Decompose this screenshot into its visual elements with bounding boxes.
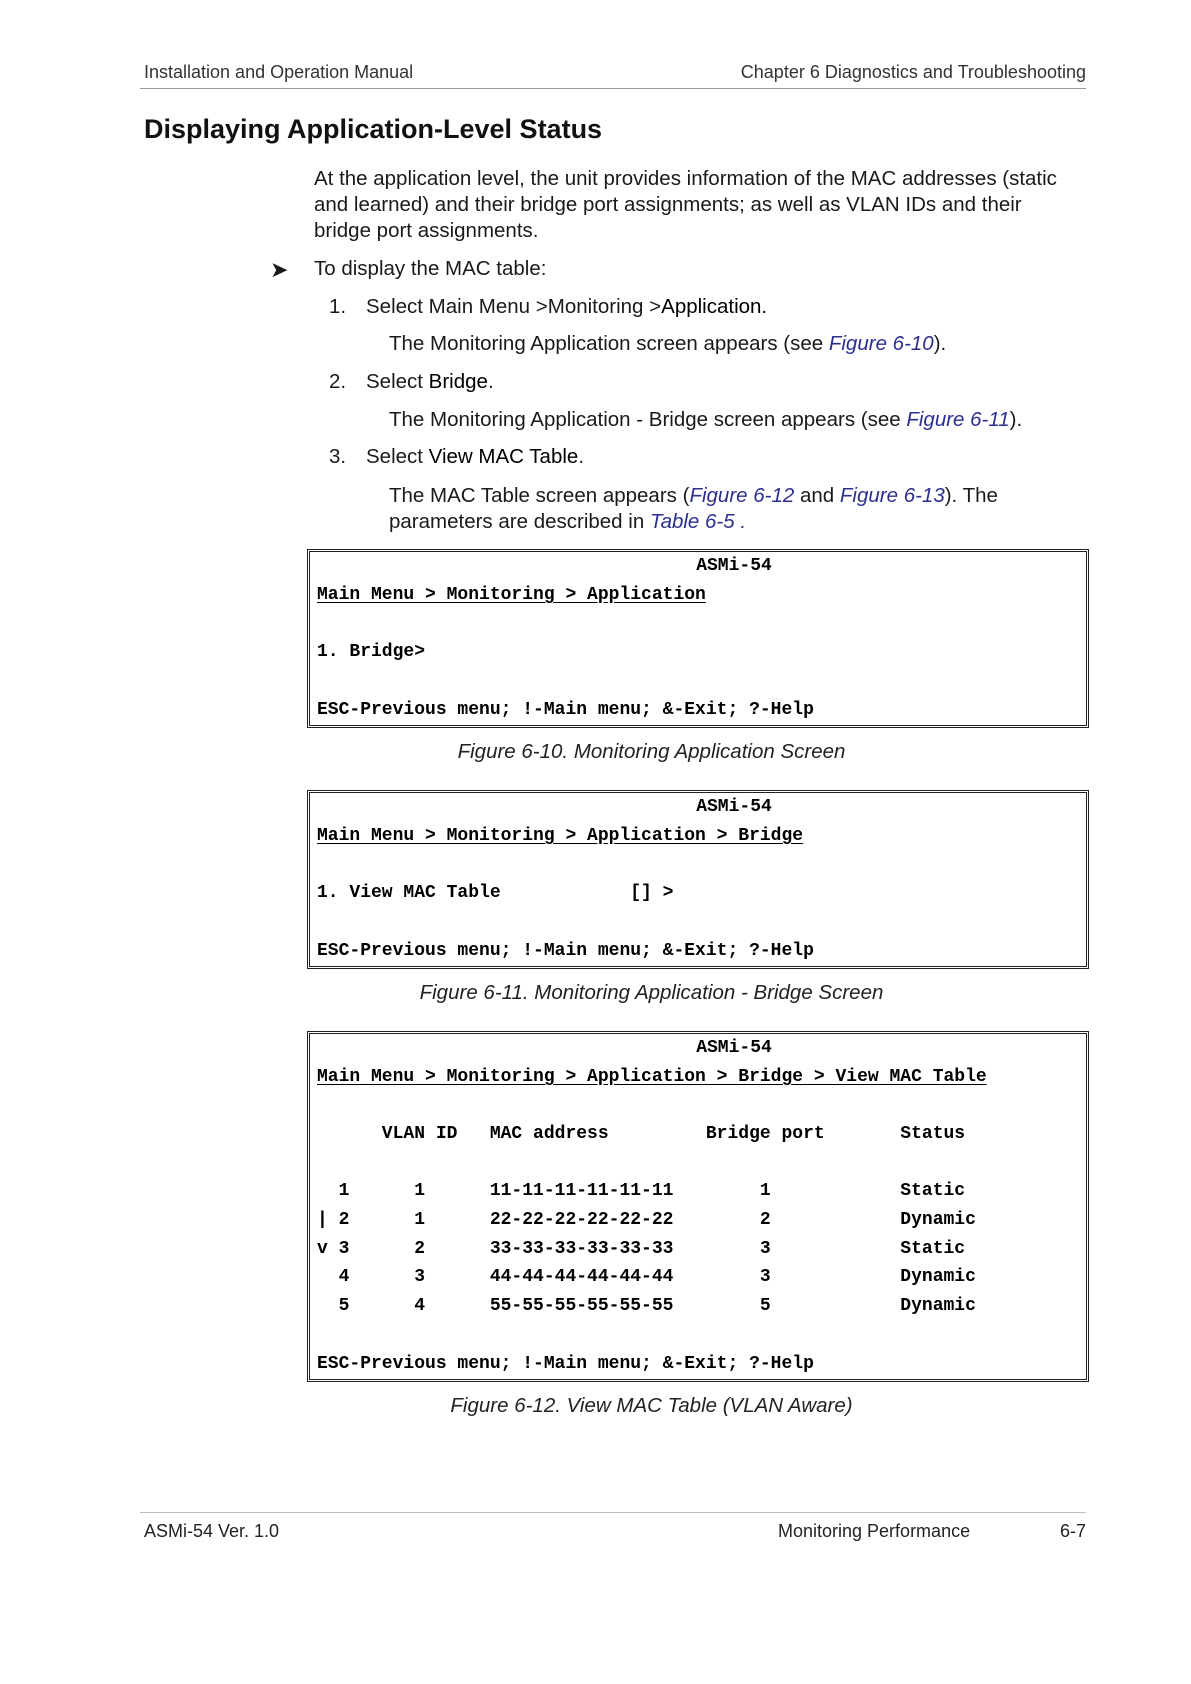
figure-link[interactable]: Figure 6-13 bbox=[839, 484, 945, 507]
step-3-note-line2 bbox=[389, 509, 746, 535]
terminal-screen-monitoring-application bbox=[307, 549, 1089, 728]
step-prefix: Select bbox=[366, 370, 429, 393]
note-text: ). The bbox=[944, 484, 998, 507]
table-link[interactable]: Table 6-5 bbox=[649, 510, 735, 533]
note-text: The Monitoring Application - Bridge screen appears (see bbox=[389, 408, 907, 431]
screen-breadcrumb: Main Menu > Monitoring > Application bbox=[317, 585, 706, 605]
step-suffix: . bbox=[578, 445, 585, 468]
screen-help-line: ESC-Previous menu; !-Main menu; &-Exit; ?-Help bbox=[317, 941, 814, 961]
section-title: Displaying Application-Level Status bbox=[144, 114, 603, 144]
table-row: 4 3 44-44-44-44-44-44 3 Dynamic bbox=[317, 1267, 976, 1287]
footer-version: ASMi-54 Ver. 1.0 bbox=[144, 1521, 280, 1541]
screen-help-line: ESC-Previous menu; !-Main menu; &-Exit; ?-Help bbox=[317, 1354, 814, 1374]
terminal-screen-mac-table bbox=[307, 1031, 1089, 1382]
step-suffix: . bbox=[487, 370, 494, 393]
figure-caption: Figure 6-12. View MAC Table (VLAN Aware) bbox=[450, 1394, 853, 1417]
step-number: 2. bbox=[329, 370, 347, 393]
screen-help-line: ESC-Previous menu; !-Main menu; &-Exit; ?-Help bbox=[317, 700, 814, 720]
step-menu-item: View MAC Table bbox=[428, 445, 579, 468]
figure-link[interactable]: Figure 6-12 bbox=[689, 484, 795, 507]
table-row: 1 1 11-11-11-11-11-11 1 Static bbox=[317, 1181, 966, 1201]
note-text: ). bbox=[1009, 408, 1023, 431]
note-text: The Monitoring Application screen appears (see bbox=[389, 332, 829, 355]
screen-breadcrumb: Main Menu > Monitoring > Application > Bridge bbox=[317, 826, 804, 846]
procedure-title: To display the MAC table: bbox=[314, 257, 547, 280]
table-row: v 3 2 33-33-33-33-33-33 3 Static bbox=[317, 1239, 966, 1259]
step-prefix: Select Main Menu >Monitoring > bbox=[366, 295, 662, 318]
note-text: and bbox=[794, 484, 840, 507]
step-menu-item: Bridge bbox=[428, 370, 488, 393]
figure-link[interactable]: Figure 6-11 bbox=[906, 408, 1010, 431]
menu-item-view-mac-table[interactable]: 1. View MAC Table [] > bbox=[317, 883, 674, 903]
intro-paragraph: At the application level, the unit provides information of the MAC addresses (static and learned) and their bridge port assignments; as well as VLAN IDs and their bridge port assignments. bbox=[314, 167, 1057, 242]
header-manual-title: Installation and Operation Manual bbox=[144, 62, 414, 82]
figure-link[interactable]: Figure 6-10 bbox=[828, 332, 934, 355]
screen-title: ASMi-54 bbox=[696, 556, 772, 576]
terminal-screen-bridge bbox=[307, 790, 1089, 969]
figure-caption: Figure 6-10. Monitoring Application Screen bbox=[457, 740, 846, 763]
header-chapter-title: Chapter 6 Diagnostics and Troubleshooting bbox=[740, 62, 1086, 82]
table-row: | 2 1 22-22-22-22-22-22 2 Dynamic bbox=[317, 1210, 976, 1230]
step-menu-item: Application. bbox=[661, 295, 768, 318]
step-text bbox=[366, 294, 767, 320]
menu-item-bridge[interactable]: 1. Bridge> bbox=[317, 642, 426, 662]
footer-page-number: 6-7 bbox=[1059, 1521, 1086, 1541]
screen-title: ASMi-54 bbox=[696, 1038, 772, 1058]
note-text: ). bbox=[933, 332, 947, 355]
step-text bbox=[366, 444, 584, 470]
note-text: parameters are described in bbox=[389, 510, 650, 533]
note-text: . bbox=[734, 510, 747, 533]
table-row: 5 4 55-55-55-55-55-55 5 Dynamic bbox=[317, 1296, 976, 1316]
figure-caption: Figure 6-11. Monitoring Application - Bridge Screen bbox=[419, 981, 884, 1004]
header-divider bbox=[140, 88, 1086, 89]
step-prefix: Select bbox=[366, 445, 429, 468]
footer-divider bbox=[140, 1512, 1086, 1513]
footer-section: Monitoring Performance bbox=[778, 1521, 971, 1541]
step-number: 1. bbox=[329, 295, 347, 318]
step-3-note bbox=[389, 483, 998, 509]
step-number: 3. bbox=[329, 445, 347, 468]
step-2-note bbox=[389, 407, 1022, 433]
note-text: The MAC Table screen appears ( bbox=[389, 484, 690, 507]
screen-title: ASMi-54 bbox=[696, 797, 772, 817]
procedure-arrow-icon: ➤ bbox=[270, 257, 289, 282]
table-header-row: VLAN ID MAC address Bridge port Status bbox=[317, 1124, 966, 1144]
step-1-note bbox=[389, 331, 946, 357]
step-text bbox=[366, 369, 494, 395]
screen-breadcrumb: Main Menu > Monitoring > Application > Bridge > View MAC Table bbox=[317, 1067, 987, 1087]
